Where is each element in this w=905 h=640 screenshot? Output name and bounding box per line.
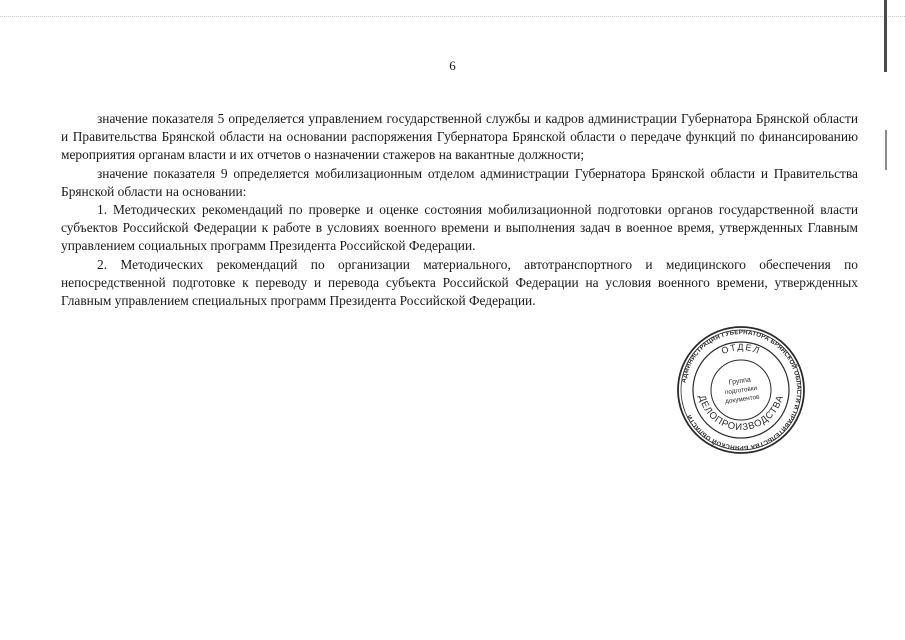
paragraph: 2. Методических рекомендаций по организации материального, автотранспортного и медицинского обеспечения по непосредственной подготовке к переводу и перевода субъекта Российской Федерации на условия военного времени, утвержденных Главным управлением специальных программ Президента Российской Федерации. xyxy=(61,256,858,309)
official-stamp xyxy=(676,325,806,455)
paragraph: значение показателя 9 определяется мобилизационным отделом администрации Губернатора Брянской области и Правительства Брянской области на основании: xyxy=(61,165,858,199)
paragraph: 1. Методических рекомендаций по проверке и оценке состояния мобилизационной подготовки органов государственной власти субъектов Российской Федерации к работе в условиях военного времени и выполнения задач в военное время, утвержденных Главным управлением социальных программ Президента Российской Федерации. xyxy=(61,202,858,254)
stamp-center-line: подготовки xyxy=(724,384,758,397)
scan-edge-mark xyxy=(885,130,887,170)
scan-artifact-line xyxy=(0,16,905,18)
stamp-seal-graphic xyxy=(676,325,806,455)
stamp-outer-text: АДМИНИСТРАЦИЯ ГУБЕРНАТОРА БРЯНСКОЙ ОБЛАСТИ И ПРАВИТЕЛЬСТВА БРЯНСКОЙ ОБЛАСТИ xyxy=(680,328,803,452)
paragraph: значение показателя 5 определяется управлением государственной службы и кадров администрации Губернатора Брянской области и Правительства Брянской области на основании распоряжения Губернатора Брянской области о передаче функций по финансированию мероприятия органам власти и их отчетов о назначении стажеров на вакантные должности; xyxy=(61,111,858,163)
stamp-center-line: Группа xyxy=(728,376,752,387)
stamp-inner-top-text: ОТДЕЛ xyxy=(719,341,763,357)
stamp-center-line: документов xyxy=(724,393,760,406)
document-body xyxy=(61,110,858,310)
page-number: 6 xyxy=(449,58,456,73)
stamp-inner-bottom-text: ДЕЛОПРОИЗВОДСТВА xyxy=(695,393,787,434)
